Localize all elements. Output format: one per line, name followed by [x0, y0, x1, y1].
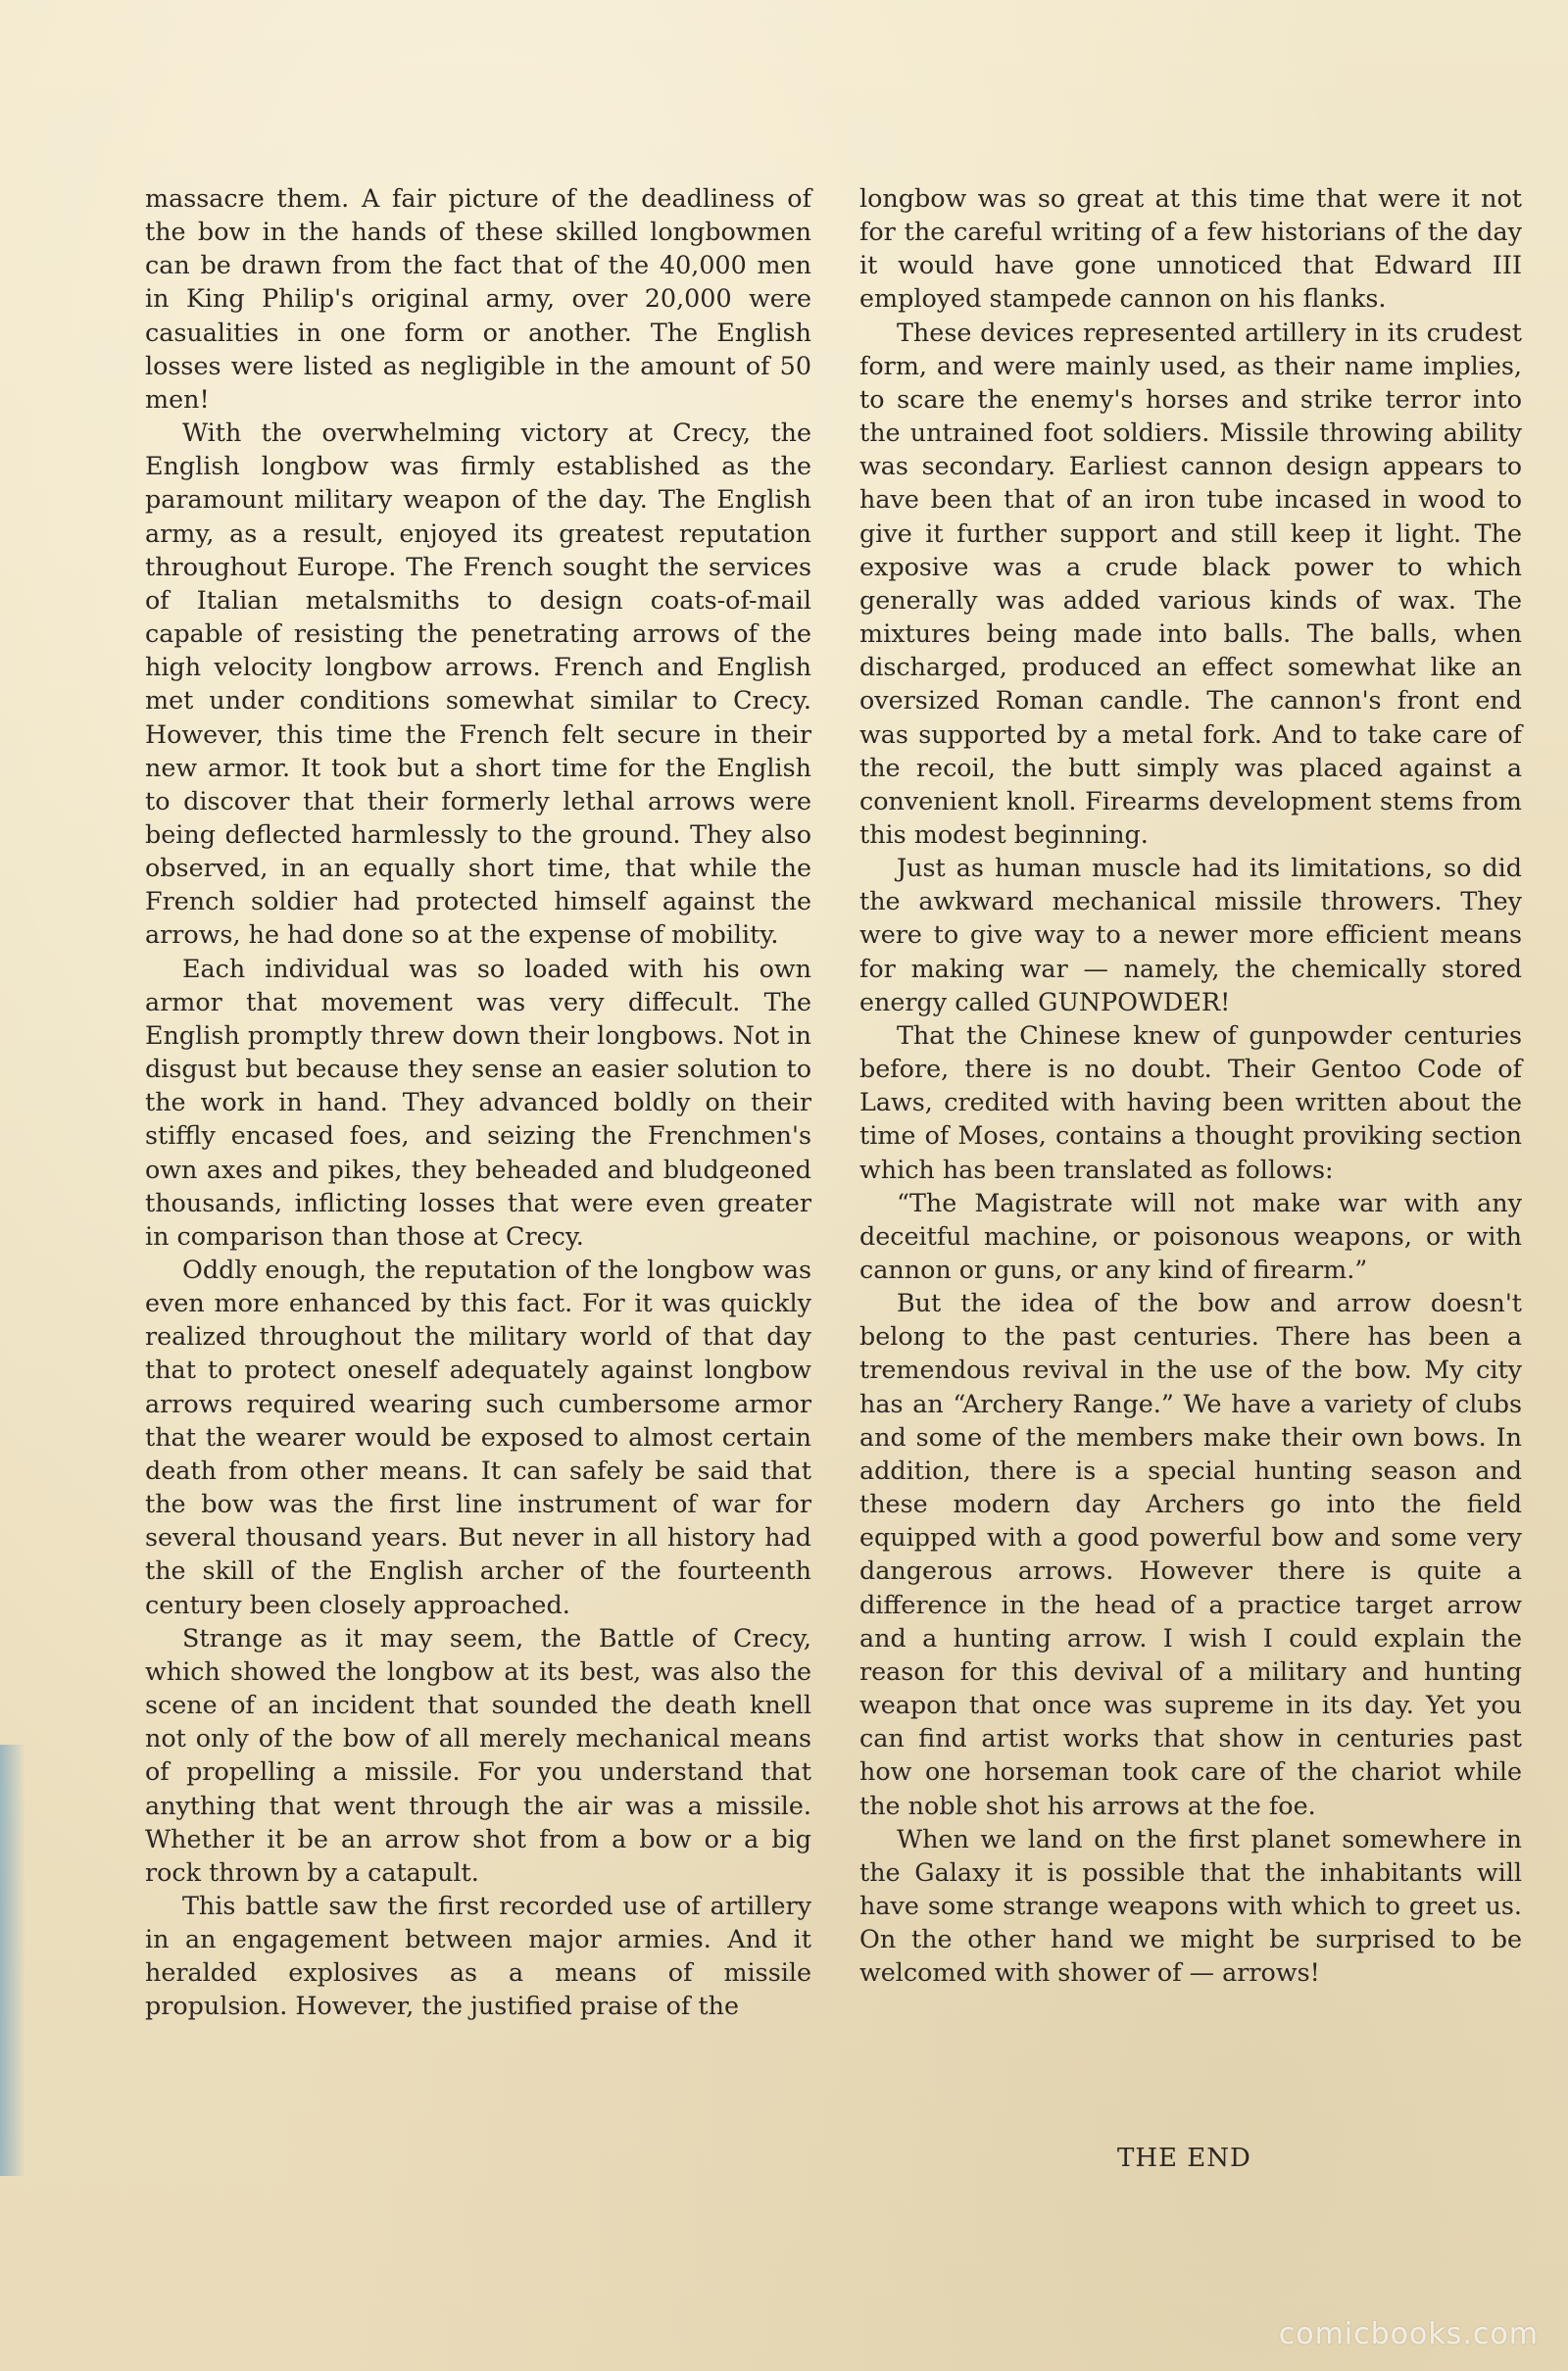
- paragraph: Oddly enough, the reputation of the longbow was even more enhanced by this fact. For it was quickly realized throughout the military world of that day that to protect oneself adequately against longbow arrows required wearing such cumbersome armor that the wearer would be exposed to almost certain death from other means. It can safely be said that the bow was the first line instrument of war for several thousand years. But never in all history had the skill of the English archer of the fourteenth century been closely approached.: [145, 1255, 811, 1619]
- paragraph: When we land on the first planet somewhere in the Galaxy it is possible that the inhabitants will have some strange weapons with which to greet us. On the other hand we might be surprised to be welcomed with shower of — arrows!: [859, 1823, 1522, 1988]
- paragraph: Just as human muscle had its limitations, so did the awkward mechanical missile throwers. They were to give way to a newer more efficient means for making war — namely, the chemically stored energy called GUNPOWDER!: [859, 853, 1522, 1016]
- paragraph: massacre them. A fair picture of the deadliness of the bow in the hands of these skilled longbowmen can be drawn from the fact that of the 40,000 men in King Philip's original army, over 20,000 were casualities in one form or another. The English losses were listed as negligible in the amount of 50 men!: [145, 183, 811, 414]
- quotation: “The Magistrate will not make war with any deceitful machine, or poisonous weapons, or with cannon or guns, or any kind of firearm.”: [859, 1187, 1522, 1284]
- paragraph: longbow was so great at this time that were it not for the careful writing of a few historians of the day it would have gone unnoticed that Edward III employed stampede cannon on his flanks.: [859, 183, 1522, 314]
- edge-stain: [0, 1745, 25, 2176]
- paragraph: Strange as it may seem, the Battle of Crecy, which showed the longbow at its best, was also the scene of an incident that sounded the death knell not only of the bow of all merely mechanical means of propelling a missile. For you understand that anything that went through the air was a missile. Whether it be an arrow shot from a bow or a big rock thrown by a catapult.: [145, 1622, 811, 1887]
- right-column: [859, 181, 1522, 1989]
- paragraph: These devices represented artillery in its crudest form, and were mainly used, as their name implies, to scare the enemy's horses and strike terror into the untrained foot soldiers. Missile throwing ability was secondary. Earliest cannon design appears to have been that of an iron tube incased in wood to give it further support and still keep it light. The exposive was a crude black power to which generally was added various kinds of wax. The mixtures being made into balls. The balls, when discharged, produced an effect somewhat like an oversized Roman candle. The cannon's front end was supported by a metal fork. And to take care of the recoil, the butt simply was placed against a convenient knoll. Firearms development stems from this modest beginning.: [859, 317, 1522, 849]
- paragraph: This battle saw the first recorded use of artillery in an engagement between major armies. And it heralded explosives as a means of missile propulsion. However, the justified praise of the: [145, 1890, 811, 2021]
- paragraph: That the Chinese knew of gunpowder centuries before, there is no doubt. Their Gentoo Code of Laws, credited with having been written about the time of Moses, contains a thought proviking section which has been translated as follows:: [859, 1019, 1522, 1184]
- watermark: comicbooks.com: [1278, 2317, 1539, 2351]
- left-column: [145, 181, 811, 2023]
- paragraph: But the idea of the bow and arrow doesn't belong to the past centuries. There has been a tremendous revival in the use of the bow. My city has an “Archery Range.” We have a variety of clubs and some of the members make their own bows. In addition, there is a special hunting season and these modern day Archers go into the field equipped with a good powerful bow and some very dangerous arrows. However there is quite a difference in the head of a practice target arrow and a hunting arrow. I wish I could explain the reason for this devival of a military and hunting weapon that once was supreme in its day. Yet you can find artist works that show in centuries past how one horseman took care of the chariot while the noble shot his arrows at the foe.: [859, 1288, 1522, 1820]
- the-end-label: THE END: [1117, 2144, 1251, 2173]
- paragraph: With the overwhelming victory at Crecy, the English longbow was firmly established as the paramount military weapon of the day. The English army, as a result, enjoyed its greatest reputation throughout Europe. The French sought the services of Italian metalsmiths to design coats-of-mail capable of resisting the penetrating arrows of the high velocity longbow arrows. French and English met under conditions somewhat similar to Crecy. However, this time the French felt secure in their new armor. It took but a short time for the English to discover that their formerly lethal arrows were being deflected harmlessly to the ground. They also observed, in an equally short time, that while the French soldier had protected himself against the arrows, he had done so at the expense of mobility.: [145, 418, 811, 950]
- paragraph: Each individual was so loaded with his own armor that movement was very diffecult. The English promptly threw down their longbows. Not in disgust but because they sense an easier solution to the work in hand. They advanced boldly on their stiffly encased foes, and seizing the Frenchmen's own axes and pikes, they beheaded and bludgeoned thousands, inflicting losses that were even greater in comparison than those at Crecy.: [145, 953, 811, 1251]
